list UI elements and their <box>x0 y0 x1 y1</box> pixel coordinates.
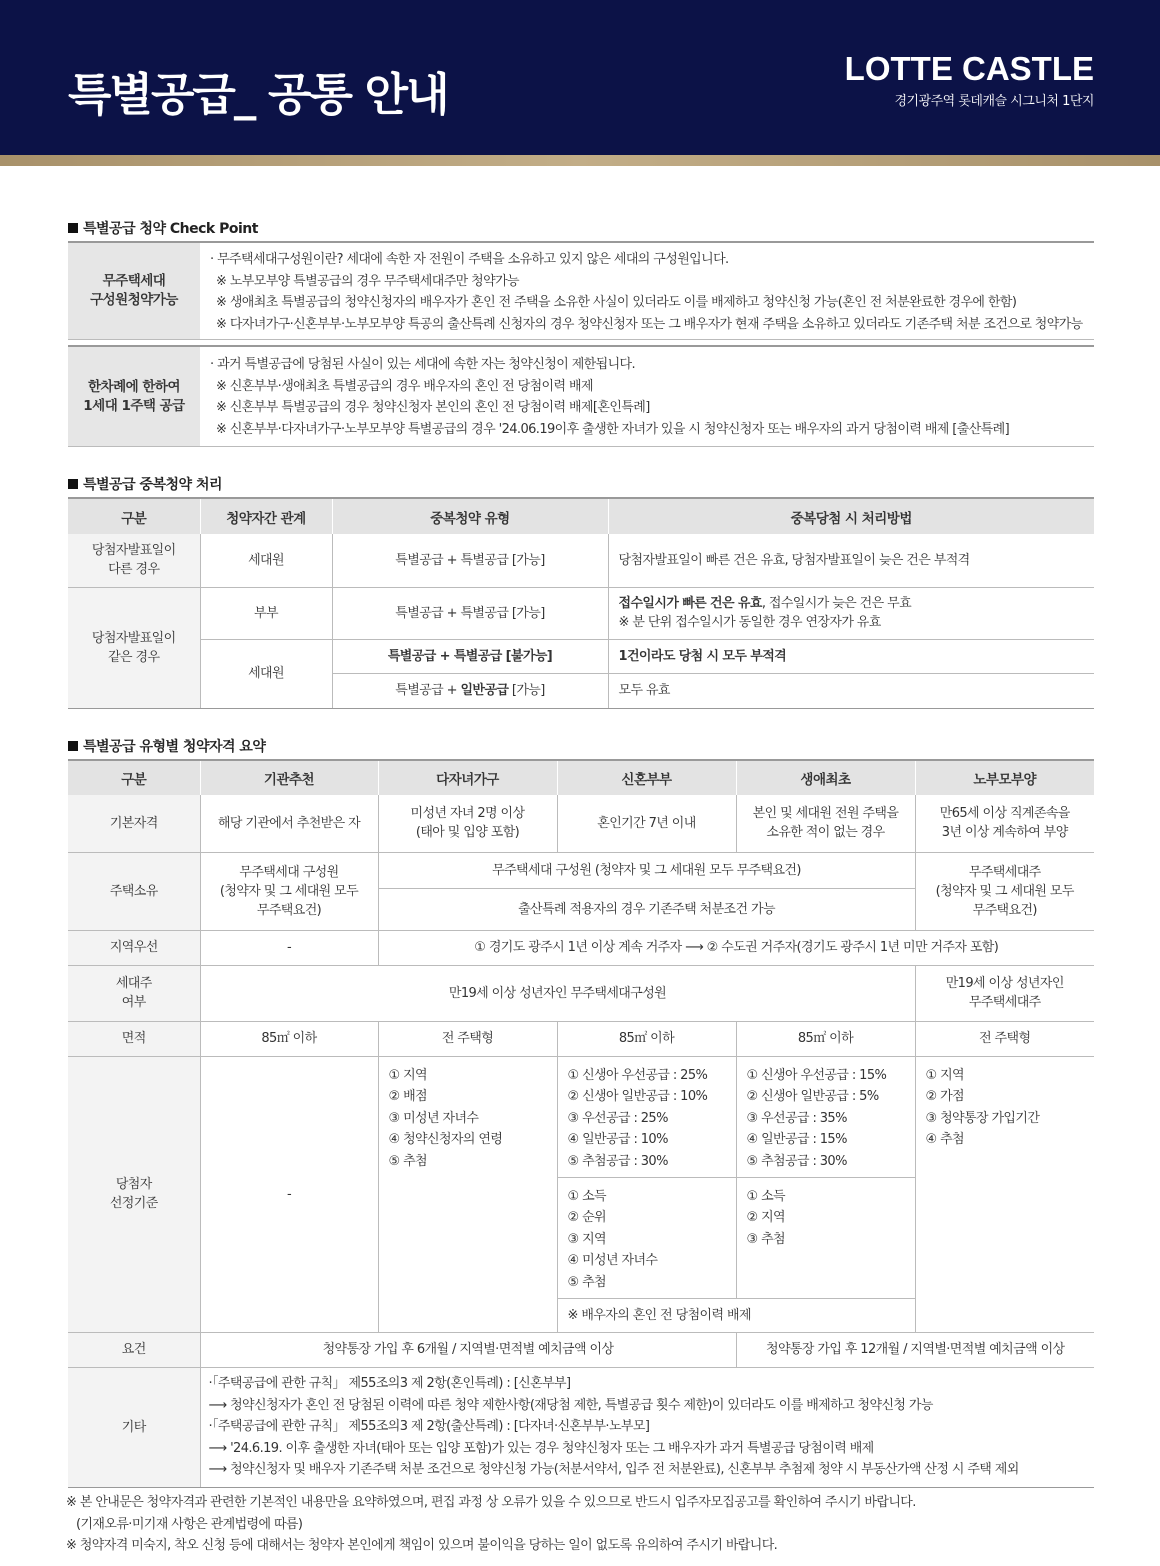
type-cell: 특별공급 + 특별공급 [가능] <box>332 534 608 587</box>
row-label: 당첨자발표일이 다른 경우 <box>68 534 200 587</box>
cell: 85㎡ 이하 <box>736 1021 915 1056</box>
type-cell: 특별공급 + 일반공급 [가능] <box>332 673 608 708</box>
table-row-requirement <box>68 1332 1094 1367</box>
cell: 본인 및 세대원 전원 주택을 소유한 적이 없는 경우 <box>736 795 915 852</box>
checkpoint-body: · 과거 특별공급에 당첨된 사실이 있는 세대에 속한 자는 청약신청이 제한됩니다. ※ 신혼부부·생애최초 특별공급의 경우 배우자의 혼인 전 당첨이력 배제 ※ 신혼부부 특별공급의 경우 청약신청자 본인의 혼인 전 당첨이력 배제[혼인특례] ※ 신혼부부·다자녀가구·노부모부양 특별공급의 경우 '24.06.19이후 출생한 자녀가 있을 시 청약신청자 또는 배우자의 과거 당첨이력 배제 [출산특례] <box>210 357 1010 437</box>
checkpoint-body: · 무주택세대구성원이란? 세대에 속한 자 전원이 주택을 소유하고 있지 않은 세대의 구성원입니다. ※ 노부모부양 특별공급의 경우 무주택세대주만 청약가능 ※ 생애최초 특별공급의 청약신청자의 배우자가 혼인 전 주택을 소유한 사실이 있더라도 이를 배제하고 청약신청 가능(혼인 전 처분완료한 경우에 한함) ※ 다자녀가구·신혼부부·노부모부양 특공의 출산특례 신청자의 경우 청약신청자 또는 그 배우자가 현재 주택을 소유하고 있더라도 기존주택 처분 조건으로 청약가능 <box>210 252 1083 332</box>
table-row-householder <box>68 965 1094 1021</box>
row-label: 기본자격 <box>68 795 200 852</box>
column-header: 기관추천 <box>200 760 378 795</box>
method-cell: 접수일시가 빠른 건은 유효, 접수일시가 늦은 건은 무효 ※ 분 단위 접수일시가 동일한 경우 연장자가 유효 <box>608 587 1094 639</box>
cell: ① 소득 ② 순위 ③ 지역 ④ 미성년 자녀수 ⑤ 추첨 <box>557 1177 736 1298</box>
cell: 만19세 이상 성년자인 무주택세대주 <box>915 965 1094 1021</box>
row-label: 세대주 여부 <box>68 965 200 1021</box>
cell: 혼인기간 7년 이내 <box>557 795 736 852</box>
row-label: 면적 <box>68 1021 200 1056</box>
checkpoint-label: 한차례에 한하여 1세대 1주택 공급 <box>68 347 200 446</box>
cell: ·「주택공급에 관한 규칙」 제55조의3 제 2항(혼인특례) : [신혼부부] ⟶ 청약신청자가 혼인 전 당첨된 이력에 따른 청약 제한사항(재당첨 제한, 특별공급 횟수 제한)이 있더라도 이를 배제하고 청약신청 가능 ·「주택공급에 관한 규칙」 제55조의3 제 2항(출산특례) : [다자녀·신혼부부·노부모] ⟶ '24.6.19. 이후 출생한 자녀(태아 또는 입양 포함)가 있는 경우 청약신청자 또는 그 배우자가 과거 특별공급 당첨이력 배제 ⟶ 청약신청자 및 배우자 기존주택 처분 조건으로 청약신청 가능(처분서약서, 입주 전 처분완료), 신혼부부 추첨제 청약 시 부동산가액 산정 시 주택 제외 <box>200 1367 1094 1487</box>
brand-block <box>845 50 1094 109</box>
summary-table <box>68 759 1094 1488</box>
table-header-row <box>68 498 1094 534</box>
cell: 청약통장 가입 후 6개월 / 지역별·면적별 예치금액 이상 <box>200 1332 736 1367</box>
table-row-etc <box>68 1367 1094 1487</box>
column-header: 중복청약 유형 <box>332 498 608 534</box>
cell: 무주택세대 구성원 (청약자 및 그 세대원 모두 무주택요건) <box>378 852 915 888</box>
column-header: 다자녀가구 <box>378 760 557 795</box>
cell: ① 지역 ② 배점 ③ 미성년 자녀수 ④ 청약신청자의 연령 ⑤ 추첨 <box>378 1056 557 1332</box>
cell: 전 주택형 <box>915 1021 1094 1056</box>
section-title-checkpoint: 특별공급 청약 Check Point <box>68 218 258 238</box>
cell: ① 소득 ② 지역 ③ 추첨 <box>736 1177 915 1298</box>
method-cell: 1건이라도 당첨 시 모두 부적격 <box>608 639 1094 673</box>
duplicate-table <box>68 497 1094 709</box>
table-row <box>68 639 1094 673</box>
cell: 해당 기관에서 추천받은 자 <box>200 795 378 852</box>
row-label: 당첨자발표일이 같은 경우 <box>68 587 200 708</box>
brand-logo: LOTTE CASTLE <box>844 50 1094 87</box>
cell: - <box>200 930 378 965</box>
column-header: 청약자간 관계 <box>200 498 332 534</box>
footnotes: ※ 본 안내문은 청약자격과 관련한 기본적인 내용만을 요약하였으며, 편집 과정 상 오류가 있을 수 있으므로 반드시 입주자모집공고를 확인하여 주시기 바랍니다. (기재오류·미기재 사항은 관계법령에 따름) ※ 청약자격 미숙지, 착오 신청 등에 대해서는 청약자 본인에게 책임이 있으며 불이익을 당하는 일이 없도록 유의하여 주시기 바랍니다. <box>66 1495 916 1553</box>
checkpoint-row-homeless <box>68 241 1094 340</box>
table-row-housing <box>68 852 1094 888</box>
section-title-duplicate: 특별공급 중복청약 처리 <box>68 474 222 494</box>
table-row-basic <box>68 795 1094 852</box>
table-header-row <box>68 760 1094 795</box>
table-row <box>68 587 1094 639</box>
row-label: 기타 <box>68 1367 200 1487</box>
cell: ① 경기도 광주시 1년 이상 계속 거주자 ⟶ ② 수도권 거주자(경기도 광주시 1년 미만 거주자 포함) <box>378 930 1094 965</box>
row-label: 요건 <box>68 1332 200 1367</box>
column-header: 구분 <box>68 760 200 795</box>
relation-cell: 부부 <box>200 587 332 639</box>
cell: 만65세 이상 직계존속을 3년 이상 계속하여 부양 <box>915 795 1094 852</box>
column-header: 중복당첨 시 처리방법 <box>608 498 1094 534</box>
column-header: 노부모부양 <box>915 760 1094 795</box>
checkpoint-row-once <box>68 345 1094 447</box>
cell: 무주택세대 구성원 (청약자 및 그 세대원 모두 무주택요건) <box>200 852 378 930</box>
cell: ① 신생아 우선공급 : 15% ② 신생아 일반공급 : 5% ③ 우선공급 : 35% ④ 일반공급 : 15% ⑤ 추첨공급 : 30% <box>736 1056 915 1177</box>
table-row-region <box>68 930 1094 965</box>
cell: 전 주택형 <box>378 1021 557 1056</box>
type-cell: 특별공급 + 특별공급 [가능] <box>332 587 608 639</box>
row-label: 주택소유 <box>68 852 200 930</box>
row-label: 당첨자 선정기준 <box>68 1056 200 1332</box>
cell: 만19세 이상 성년자인 무주택세대구성원 <box>200 965 915 1021</box>
table-row-selection <box>68 1056 1094 1177</box>
square-bullet-icon <box>68 223 78 233</box>
cell: 미성년 자녀 2명 이상 (태아 및 입양 포함) <box>378 795 557 852</box>
method-cell: 당첨자발표일이 빠른 건은 유효, 당첨자발표일이 늦은 건은 부적격 <box>608 534 1094 587</box>
type-cell: 특별공급 + 특별공급 [불가능] <box>332 639 608 673</box>
table-row <box>68 534 1094 587</box>
row-label: 지역우선 <box>68 930 200 965</box>
section-title-summary: 특별공급 유형별 청약자격 요약 <box>68 736 265 756</box>
brand-subtitle: 경기광주역 롯데캐슬 시그니처 1단지 <box>894 94 1094 109</box>
header-gold-band <box>0 155 1160 166</box>
cell: 무주택세대주 (청약자 및 그 세대원 모두 무주택요건) <box>915 852 1094 930</box>
square-bullet-icon <box>68 741 78 751</box>
relation-cell: 세대원 <box>200 534 332 587</box>
cell: 출산특례 적용자의 경우 기존주택 처분조건 가능 <box>378 888 915 930</box>
column-header: 신혼부부 <box>557 760 736 795</box>
page-header <box>0 0 1160 155</box>
cell: 85㎡ 이하 <box>200 1021 378 1056</box>
column-header: 구분 <box>68 498 200 534</box>
relation-cell: 세대원 <box>200 639 332 708</box>
cell: 청약통장 가입 후 12개월 / 지역별·면적별 예치금액 이상 <box>736 1332 1094 1367</box>
table-row-area <box>68 1021 1094 1056</box>
cell: ① 신생아 우선공급 : 25% ② 신생아 일반공급 : 10% ③ 우선공급 : 25% ④ 일반공급 : 10% ⑤ 추첨공급 : 30% <box>557 1056 736 1177</box>
cell: ① 지역 ② 가점 ③ 청약통장 가입기간 ④ 추첨 <box>915 1056 1094 1332</box>
page-title: 특별공급_ 공통 안내 <box>68 68 448 121</box>
column-header: 생애최초 <box>736 760 915 795</box>
cell: - <box>200 1056 378 1332</box>
cell: 85㎡ 이하 <box>557 1021 736 1056</box>
checkpoint-label: 무주택세대 구성원청약가능 <box>68 243 200 339</box>
cell: ※ 배우자의 혼인 전 당첨이력 배제 <box>557 1298 915 1332</box>
square-bullet-icon <box>68 479 78 489</box>
method-cell: 모두 유효 <box>608 673 1094 708</box>
